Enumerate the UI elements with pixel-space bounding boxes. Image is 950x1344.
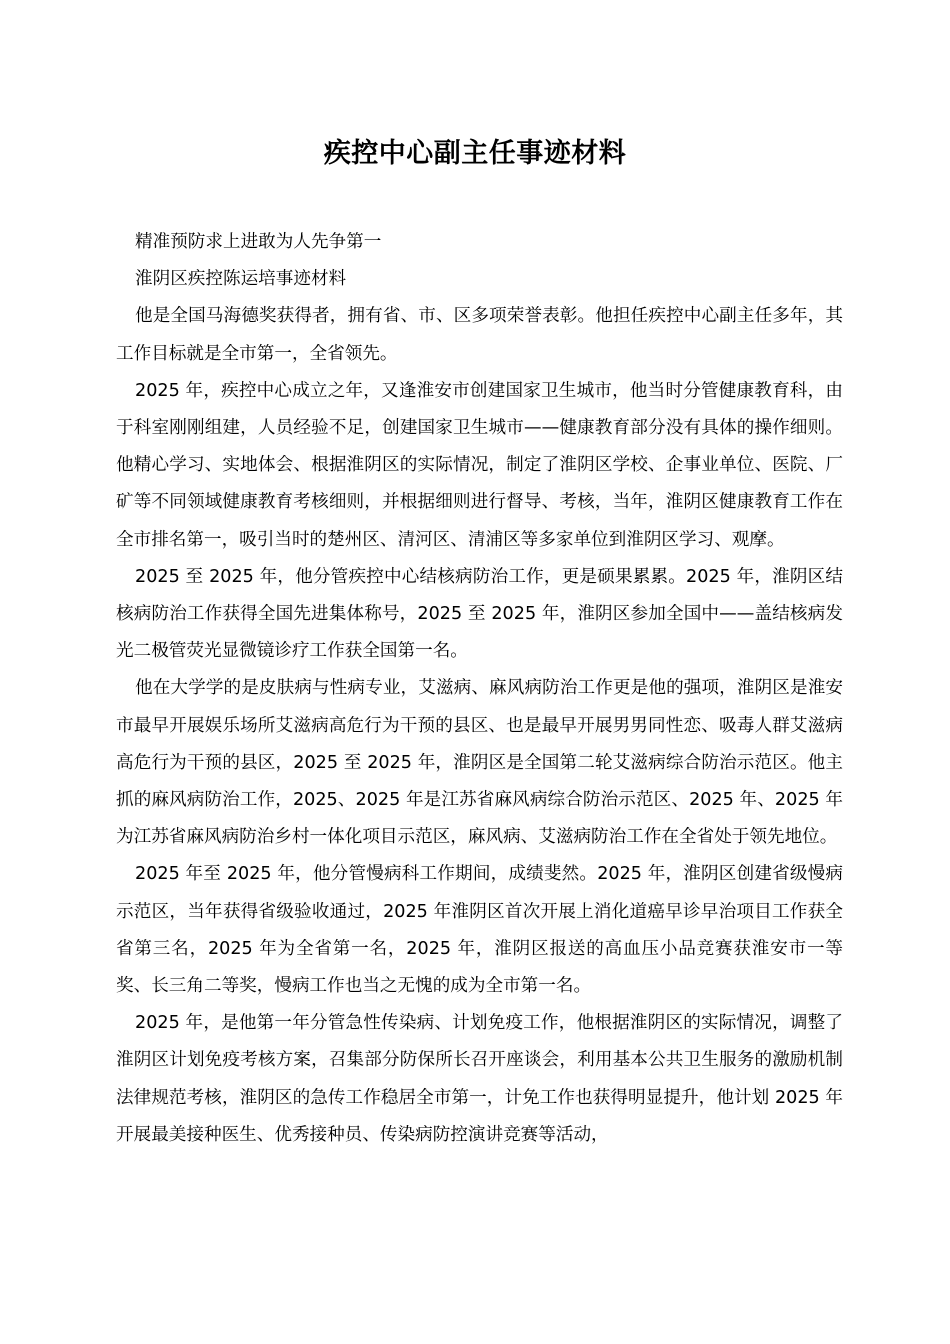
document-byline: 淮阴区疾控陈运培事迹材料 — [135, 269, 347, 290]
paragraph: 他是全国马海德奖获得者，拥有省、市、区多项荣誉表彰。他担任疾控中心副主任多年，其工作目标就是全市第一，全省领先。 — [116, 306, 843, 364]
paragraph: 他在大学学的是皮肤病与性病专业，艾滋病、麻风病防治工作更是他的强项，淮阴区是淮安市最早开展娱乐场所艾滋病高危行为干预的县区、也是最早开展男男同性恋、吸毒人群艾滋病高危行为干预的县区，2025 至 2025 年，淮阴区是全国第二轮艾滋病综合防治示范区。他主抓的麻风病防治工作，2025、2025 年是江苏省麻风病综合防治示范区、2025 年、2025 年为江苏省麻风病防治乡村一体化项目示范区，麻风病、艾滋病防治工作在全省处于领先地位。 — [116, 678, 843, 848]
paragraph: 2025 年，疾控中心成立之年，又逢淮安市创建国家卫生城市，他当时分管健康教育科，由于科室刚刚组建，人员经验不足，创建国家卫生城市——健康教育部分没有具体的操作细则。他精心学习、实地体会、根据淮阴区的实际情况，制定了淮阴区学校、企事业单位、医院、厂矿等不同领域健康教育考核细则，并根据细则进行督导、考核，当年，淮阴区健康教育工作在全市排名第一，吸引当时的楚州区、清河区、清浦区等多家单位到淮阴区学习、观摩。 — [116, 380, 843, 550]
document-title: 疾控中心副主任事迹材料 — [323, 138, 627, 169]
document-subtitle: 精准预防求上进敢为人先争第一 — [135, 232, 382, 252]
paragraph: 2025 年，是他第一年分管急性传染病、计划免疫工作，他根据淮阴区的实际情况，调整了淮阴区计划免疫考核方案，召集部分防保所长召开座谈会，利用基本公共卫生服务的激励机制法律规范考核，淮阴区的急传工作稳居全市第一，计免工作也获得明显提升，他计划 2025 年开展最美接种医生、优秀接种员、传染病防控演讲竞赛等活动， — [116, 1013, 843, 1145]
document-body — [116, 224, 843, 1154]
paragraph: 2025 年至 2025 年，他分管慢病科工作期间，成绩斐然。2025 年，淮阴区创建省级慢病示范区，当年获得省级验收通过，2025 年淮阴区首次开展上消化道癌早诊早治项目工作获全省第三名，2025 年为全省第一名，2025 年，淮阴区报送的高血压小品竞赛获淮安市一等奖、长三角二等奖，慢病工作也当之无愧的成为全市第一名。 — [116, 864, 843, 997]
paragraph: 2025 至 2025 年，他分管疾控中心结核病防治工作，更是硕果累累。2025 年，淮阴区结核病防治工作获得全国先进集体称号，2025 至 2025 年，淮阴区参加全国中——盖结核病发光二极管荧光显微镜诊疗工作获全国第一名。 — [116, 566, 843, 662]
